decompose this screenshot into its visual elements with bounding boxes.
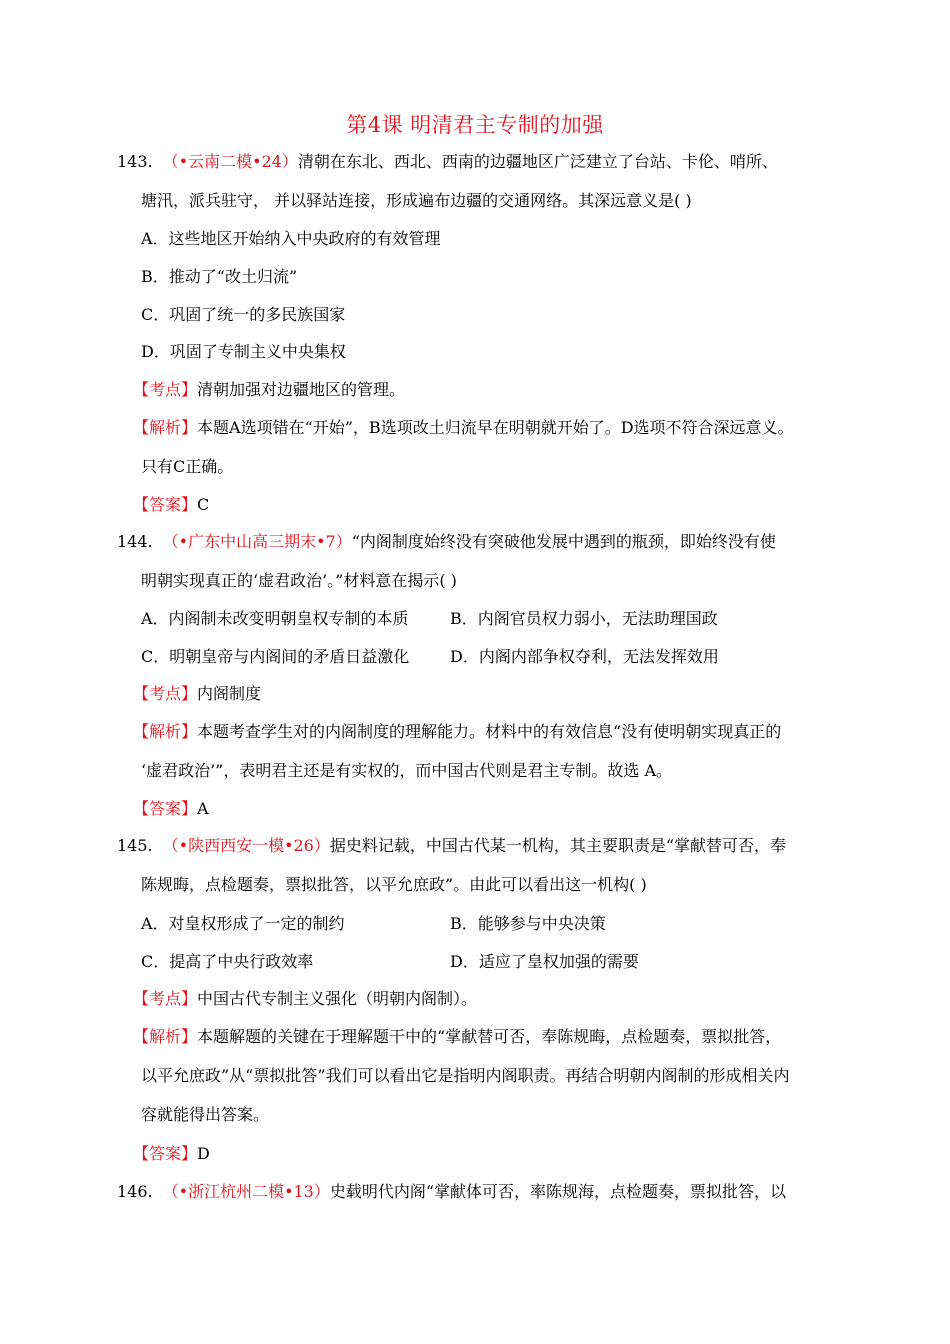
kaodian-text: 清朝加强对边疆地区的管理。	[197, 380, 406, 399]
question-144-line-1	[117, 531, 776, 553]
option-c: C．巩固了统一的多民族国家	[141, 305, 346, 324]
kaodian-row	[133, 379, 405, 401]
question-source: （•陕西西安一模•26）	[162, 836, 330, 855]
question-143-line-1	[117, 151, 778, 173]
kaodian-text: 内阁制度	[197, 684, 262, 703]
jiexi-text: 只有C正确。	[141, 457, 234, 476]
question-source: （•广东中山高三期末•7）	[162, 532, 352, 551]
jiexi-row	[133, 1026, 781, 1048]
kaodian-label: 【考点】	[133, 989, 198, 1008]
jiexi-label: 【解析】	[133, 1027, 198, 1046]
jiexi-row	[133, 721, 781, 743]
kaodian-row	[133, 683, 261, 705]
question-number: 145.	[117, 836, 153, 855]
option-b: B．推动了“改土归流”	[141, 267, 298, 286]
answer-label: 【答案】	[133, 495, 198, 514]
kaodian-row	[133, 988, 477, 1010]
answer-text: A	[197, 799, 209, 818]
answer-row	[133, 1143, 210, 1165]
question-stem: 陈规晦，点检题奏，票拟批答，以平允庶政”。由此可以看出这一机构( )	[141, 875, 647, 894]
option-a: A．对皇权形成了一定的制约	[141, 914, 345, 933]
answer-text: D	[197, 1144, 210, 1163]
question-stem: “内阁制度始终没有突破他发展中遇到的瓶颈，即始终没有使	[351, 532, 776, 551]
question-source: （•浙江杭州二模•13）	[162, 1182, 330, 1201]
jiexi-text: 本题考查学生对的内阁制度的理解能力。材料中的有效信息“没有使明朝实现真正的	[197, 722, 782, 741]
answer-label: 【答案】	[133, 1144, 198, 1163]
question-source: （•云南二模•24）	[162, 152, 298, 171]
jiexi-label: 【解析】	[133, 722, 198, 741]
kaodian-label: 【考点】	[133, 684, 198, 703]
question-stem: 塘汛，派兵驻守， 并以驿站连接，形成遍布边疆的交通网络。其深远意义是( )	[141, 191, 692, 210]
jiexi-text: 本题A选项错在“开始”，B选项改土归流早在明朝就开始了。D选项不符合深远意义。	[197, 418, 794, 437]
jiexi-label: 【解析】	[133, 418, 198, 437]
answer-label: 【答案】	[133, 799, 198, 818]
option-b: B．能够参与中央决策	[450, 914, 606, 933]
answer-row	[133, 798, 209, 820]
lesson-title: 第4课 明清君主专制的加强	[346, 113, 604, 137]
option-c: C．提高了中央行政效率	[141, 952, 314, 971]
option-d: D．适应了皇权加强的需要	[450, 952, 639, 971]
option-a: A．内阁制未改变明朝皇权专制的本质	[141, 609, 409, 628]
question-number: 144.	[117, 532, 153, 551]
option-c: C．明朝皇帝与内阁间的矛盾日益激化	[141, 647, 410, 666]
jiexi-text: 本题解题的关键在于理解题干中的“掌献替可否，奉陈规晦，点检题奏，票拟批答，	[197, 1027, 782, 1046]
question-stem: 清朝在东北、西北、西南的边疆地区广泛建立了台站、卡伦、哨所、	[297, 152, 778, 171]
question-145-line-1	[117, 835, 786, 857]
question-146-line-1	[117, 1181, 786, 1203]
jiexi-text: 容就能得出答案。	[141, 1105, 270, 1124]
question-number: 146.	[117, 1182, 153, 1201]
kaodian-text: 中国古代专制主义强化（明朝内阁制）。	[197, 989, 478, 1008]
jiexi-row	[133, 417, 794, 439]
option-d: D．内阁内部争权夺利，无法发挥效用	[450, 647, 719, 666]
option-a: A．这些地区开始纳入中央政府的有效管理	[141, 229, 441, 248]
question-number: 143.	[117, 152, 153, 171]
kaodian-label: 【考点】	[133, 380, 198, 399]
question-stem: 据史料记载，中国古代某一机构，其主要职责是“掌献替可否，奉	[329, 836, 787, 855]
answer-row	[133, 494, 209, 516]
jiexi-text: 以平允庶政”从“票拟批答”我们可以看出它是指明内阁职责。再结合明朝内阁制的形成相关内	[141, 1066, 790, 1085]
option-b: B．内阁官员权力弱小，无法助理国政	[450, 609, 718, 628]
jiexi-text: ‘虚君政治’”，表明君主还是有实权的，而中国古代则是君主专制。故选 A。	[141, 761, 672, 780]
answer-text: C	[197, 495, 210, 514]
option-d: D．巩固了专制主义中央集权	[141, 342, 346, 361]
question-stem: 明朝实现真正的‘虚君政治’。”材料意在揭示( )	[141, 571, 457, 590]
question-stem: 史载明代内阁“掌献体可否，率陈规海，点检题奏，票拟批答，以	[329, 1182, 787, 1201]
